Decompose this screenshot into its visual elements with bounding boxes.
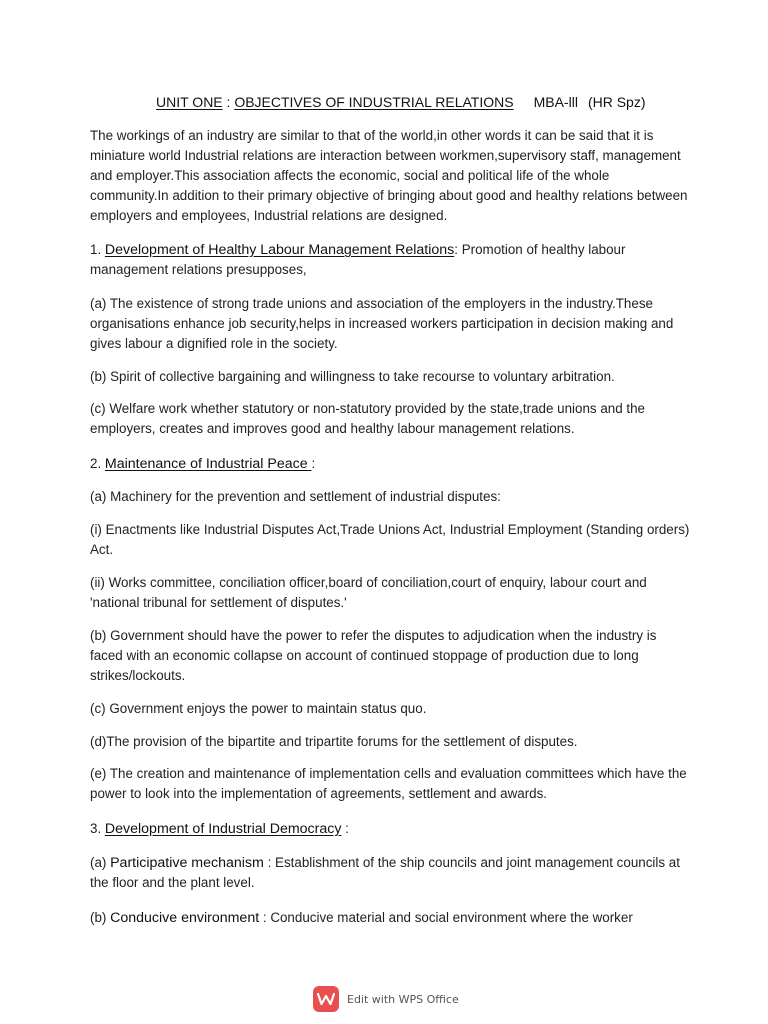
section-1-item-b: (b) Spirit of collective bargaining and willingness to take recourse to voluntary arbitration. (90, 369, 615, 384)
section-1-title: Development of Healthy Labour Management Relations (104, 242, 455, 258)
section-2-item-ii: (ii) Works committee, conciliation officer,board of conciliation,court of enquiry, labour court and 'national tribunal for settlement of disputes.' (90, 575, 647, 610)
section-3-item-b: (b) Conducive environment : Conducive material and social environment where the worker (90, 910, 633, 926)
title-specialization: (HR Spz) (587, 94, 646, 110)
intro-paragraph: The workings of an industry are similar to that of the world,in other words it can be said that it is miniature world Industrial relations are interaction between workmen,supervisory staff, management and employer.This association affects the economic, social and political life of the whole community.In addition to their primary objective of bringing about good and healthy relations between employers and employees, Industrial relations are designed. (90, 128, 688, 223)
section-1-heading: 1. Development of Healthy Labour Management Relations: Promotion of healthy labour management relations presupposes, (90, 242, 626, 277)
section-2-title: Maintenance of Industrial Peace (104, 456, 312, 472)
title-separator: : (222, 94, 235, 110)
section-2-item-a: (a) Machinery for the prevention and settlement of industrial disputes: (90, 489, 501, 504)
section-2-item-i: (i) Enactments like Industrial Disputes Act,Trade Unions Act, Industrial Employment (Standing orders) Act. (90, 522, 690, 557)
section-3-item-a: (a) Participative mechanism : Establishment of the ship councils and joint management councils at the floor and the plant level. (90, 855, 680, 890)
wps-edit-link[interactable] (313, 986, 459, 1012)
page-title (156, 94, 646, 110)
section-1-item-a: (a) The existence of strong trade unions and association of the employers in the industry.These organisations enhance job security,helps in increased workers participation in decision making and gives labour a dignified role in the society. (90, 296, 674, 351)
wps-edit-label[interactable]: Edit with WPS Office (347, 992, 459, 1006)
section-2-item-e: (e) The creation and maintenance of implementation cells and evaluation committees which have the power to look into the implementation of agreements, settlement and awards. (90, 766, 687, 801)
section-2-item-c: (c) Government enjoys the power to maintain status quo. (90, 701, 427, 716)
conducive-environment-term: Conducive environment (110, 910, 260, 926)
wps-office-logo-icon (313, 986, 339, 1012)
section-1-item-c: (c) Welfare work whether statutory or non-statutory provided by the state,trade unions and the employers, creates and improves good and healthy labour management relations. (90, 401, 646, 436)
section-2-item-b: (b) Government should have the power to refer the disputes to adjudication when the industry is faced with an economic collapse on account of continued stoppage of production due to long strikes/lockouts. (90, 628, 657, 683)
title-course: MBA-lll (533, 94, 578, 110)
title-topic: OBJECTIVES OF INDUSTRIAL RELATIONS (234, 94, 514, 110)
title-unit: UNIT ONE (156, 94, 223, 110)
participative-mechanism-term: Participative mechanism (110, 855, 264, 871)
section-2-item-d: (d)The provision of the bipartite and tripartite forums for the settlement of disputes. (90, 734, 578, 749)
section-3-heading: 3. Development of Industrial Democracy : (90, 821, 349, 837)
section-2-heading: 2. Maintenance of Industrial Peace : (90, 456, 316, 472)
section-3-title: Development of Industrial Democracy (104, 821, 342, 837)
